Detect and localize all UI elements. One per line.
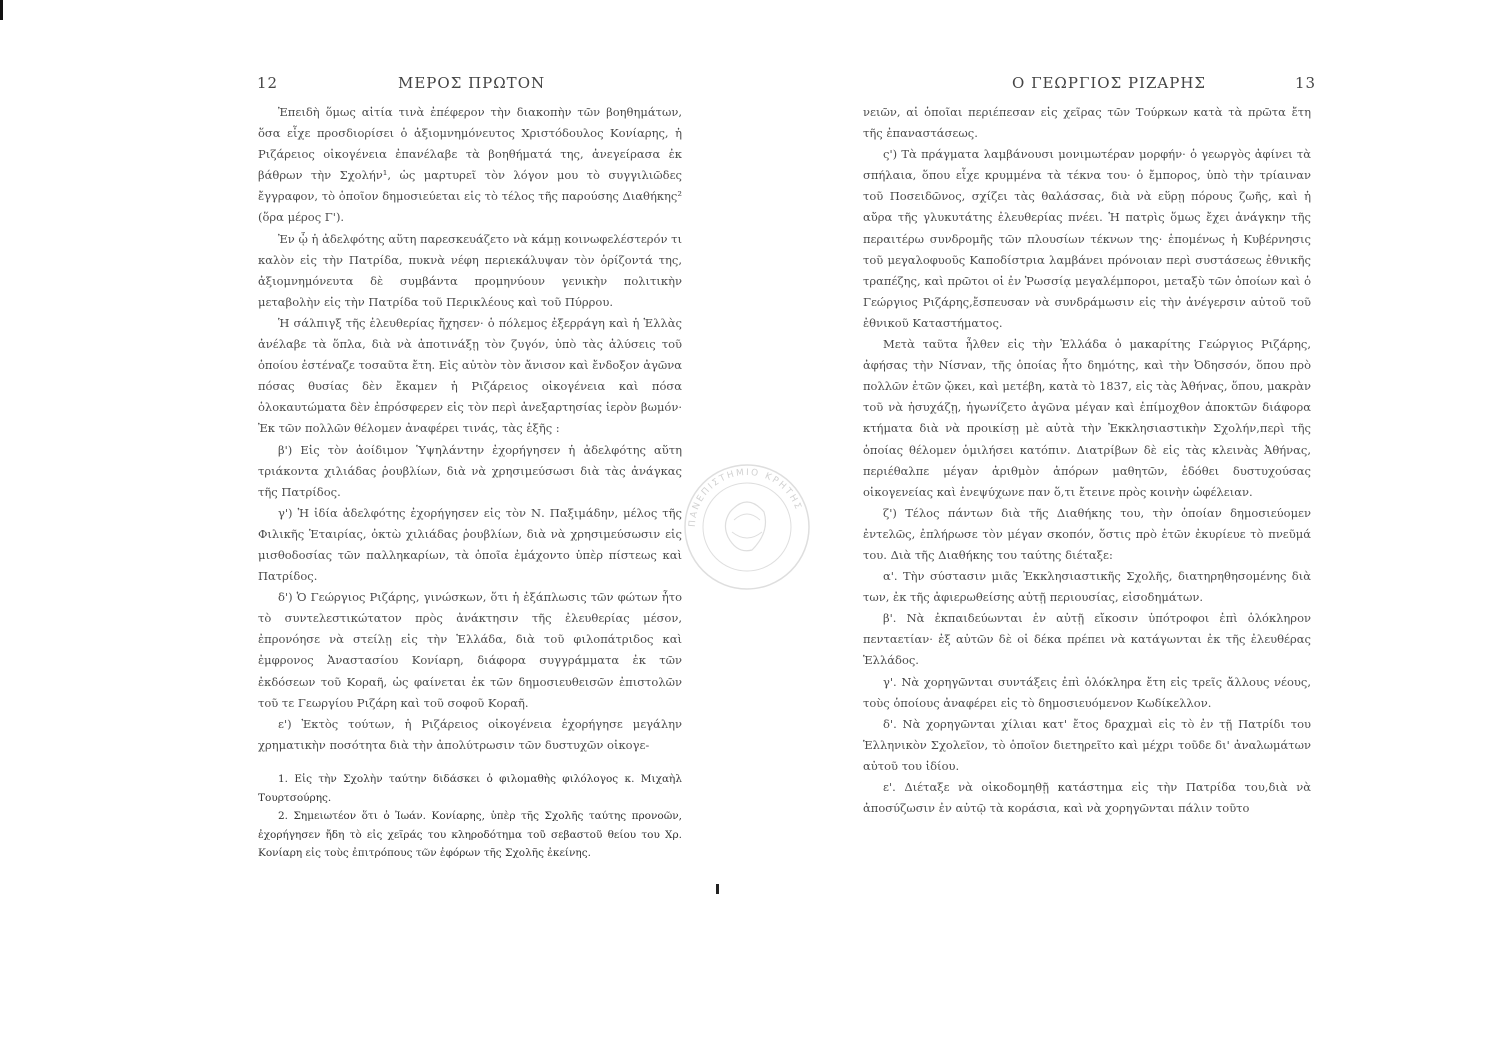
paragraph: β') Εἰς τὸν ἀοίδιμον Ὑψηλάντην ἐχορήγησεν ἡ ἀδελφότης αὕτη τριάκοντα χιλιάδας ῥουβλίων, διὰ νὰ χρησιμεύσωσι διὰ τὰς ἀνάγκας τῆς Πατρίδος. [258, 442, 682, 499]
stamp-caption: ΠΑΝΕΠΙΣΤΗΜΙΟ ΚΡΗΤΗΣ [687, 467, 804, 528]
left-body-text [258, 102, 682, 756]
paragraph: ε'. Διέταξε νὰ οἰκοδομηθῇ κατάστημα εἰς τὴν Πατρίδα του,διὰ νὰ ἀποσύζωσιν ἐν αὐτῷ τὰ κοράσια, καὶ νὰ χορηγῶνται πάλιν τοῦτο [863, 780, 1311, 816]
paragraph: Ἐν ᾧ ἡ ἀδελφότης αὕτη παρεσκευάζετο νὰ κάμῃ κοινωφελέστερόν τι καλὸν εἰς τὴν Πατρίδα, πυκνὰ νέφη περιεκάλυψαν τὸν ὁρίζοντά της, ἀξιομνημόνευτα δὲ συμβάντα προμηνύουν γενικὴν πολιτικὴν μεταβολὴν εἰς τὴν Πατρίδα τοῦ Περικλέους καὶ τοῦ Πύρρου. [258, 231, 682, 309]
right-running-head: Ο ΓΕΩΡΓΙΟΣ ΡΙΖΑΡΗΣ [1012, 74, 1207, 92]
left-running-head: ΜΕΡΟΣ ΠΡΩΤΟΝ [398, 74, 546, 92]
footnote: 1. Εἰς τὴν Σχολὴν ταύτην διδάσκει ὁ φιλομαθὴς φιλόλογος κ. Μιχαὴλ Τουρτσούρης. [258, 773, 682, 804]
right-page-number: 13 [1295, 74, 1317, 92]
paragraph: Μετὰ ταῦτα ἦλθεν εἰς τὴν Ἑλλάδα ὁ μακαρίτης Γεώργιος Ριζάρης, ἀφήσας τὴν Νίσναν, τῆς ὁποίας ἦτο δημότης, καὶ τὴν Ὀδησσόν, ὅπου πρὸ πολλῶν ἐτῶν ᾤκει, καὶ μετέβη, κατὰ τὸ 1837, εἰς τὰς Ἀθήνας, ὅπου, μακρὰν τοῦ νὰ ἡσυχάζῃ, ἠγωνίζετο ἀγῶνα μέγαν καὶ ἐπίμοχθον ἀποκτῶν διάφορα κτήματα διὰ νὰ προικίσῃ μὲ αὐτὰ τὴν Ἐκκλησιαστικὴν Σχολήν,περὶ τῆς ὁποίας θέλομεν ὁμιλήσει κατόπιν. Διατρίβων δὲ εἰς τὰς κλεινὰς Ἀθήνας, περιέθαλπε μέγαν ἀριθμὸν ἀπόρων μαθητῶν, ἐδόθει δυστυχούσας οἰκογενείας καὶ ἐνεψύχωνε παν ὅ,τι ἔτεινε πρὸς κοινὴν ὠφέλειαν. [863, 337, 1311, 499]
footnote: 2. Σημειωτέον ὅτι ὁ Ἰωάν. Κονίαρης, ὑπὲρ τῆς Σχολῆς ταύτης προνοῶν, ἐχορήγησεν ἤδη τὸ εἰς χεῖράς του κληροδότημα τοῦ σεβαστοῦ θείου του Χρ. Κονίαρη εἰς τοὺς ἐπιτρόπους τῶν ἐφόρων τῆς Σχολῆς ἐκείνης. [258, 810, 682, 859]
left-footnotes [258, 770, 682, 863]
paragraph: α'. Τὴν σύστασιν μιᾶς Ἐκκλησιαστικῆς Σχολῆς, διατηρηθησομένης διὰ των, ἐκ τῆς ἀφιερωθείσης αὐτῇ περιουσίας, εἰσοδημάτων. [863, 569, 1311, 605]
paragraph: β'. Νὰ ἐκπαιδεύωνται ἐν αὐτῇ εἴκοσιν ὑπότροφοι ἐπὶ ὁλόκληρον πενταετίαν· ἐξ αὐτῶν δὲ οἱ δέκα πρέπει νὰ κατάγωνται ἐκ τῆς ἐλευθέρας Ἑλλάδος. [863, 611, 1311, 668]
paragraph: δ'. Νὰ χορηγῶνται χίλιαι κατ' ἔτος δραχμαὶ εἰς τὸ ἐν τῇ Πατρίδι του Ἑλληνικὸν Σχολεῖον, τὸ ὁποῖον διετηρεῖτο καὶ μέχρι τοῦδε δι' ἀναλωμάτων αὐτοῦ του ἰδίου. [863, 716, 1311, 773]
paragraph: ζ') Τέλος πάντων διὰ τῆς Διαθήκης του, τὴν ὁποίαν δημοσιεύομεν ἐντελῶς, ἐπλήρωσε τὸν μέγαν σκοπόν, ὅστις πρὸ ἐτῶν ἐκυρίευε τὸ πνεῦμά του. Διὰ τῆς Διαθήκης του ταύτης διέταξε: [863, 505, 1311, 562]
left-page-number: 12 [257, 74, 279, 92]
gutter-mark [716, 884, 719, 894]
paragraph: Ἡ σάλπιγξ τῆς ἐλευθερίας ἤχησεν· ὁ πόλεμος ἐξερράγη καὶ ἡ Ἑλλὰς ἀνέλαβε τὰ ὅπλα, διὰ νὰ ἀποτινάξῃ τὸν ζυγόν, ὑπὸ τὰς ἀλύσεις τοῦ ὁποίου ἐστέναζε τοσαῦτα ἔτη. Εἰς αὐτὸν τὸν ἄνισον καὶ ἔνδοξον ἀγῶνα πόσας θυσίας δὲν ἔκαμεν ἡ Ριζάρειος οἰκογένεια καὶ πόσα ὁλοκαυτώματα δὲν ἐπρόσφερεν εἰς τὸν περὶ ἀνεξαρτησίας ἱερὸν βωμόν· Ἐκ τῶν πολλῶν θέλομεν ἀναφέρει τινάς, τὰς ἑξῆς : [258, 315, 682, 436]
right-body-text [863, 102, 1311, 819]
paragraph: ς') Τὰ πράγματα λαμβάνουσι μονιμωτέραν μορφήν· ὁ γεωργὸς ἀφίνει τὰ σπήλαια, ὅπου εἶχε κρυμμένα τὰ τέκνα του· ὁ ἔμπορος, ὑπὸ τὴν τρίαιναν τοῦ Ποσειδῶνος, σχίζει τὰς θαλάσσας, διὰ νὰ εὕρῃ πόρους ζωῆς, καὶ ἡ αὔρα τῆς γλυκυτάτης ἐλευθερίας πνέει. Ἡ πατρὶς ὅμως ἔχει ἀνάγκην τῆς περαιτέρω συνδρομῆς τῶν πλουσίων τέκνων της· ἑπομένως ἡ Κυβέρνησις τοῦ μεγαλοφυοῦς Καποδίστρια λαμβάνει πρόνοιαν περὶ συστάσεως ἐθνικῆς τραπέζης, καὶ πρῶτοι οἱ ἐν Ῥωσσίᾳ μεγαλέμποροι, μεταξὺ τῶν ὁποίων καὶ ὁ Γεώργιος Ριζάρης,ἔσπευσαν νὰ συνδράμωσιν εἰς τὴν ἀνέγερσιν αὐτοῦ τοῦ ἐθνικοῦ Καταστήματος. [863, 147, 1311, 330]
paragraph: ε') Ἐκτὸς τούτων, ἡ Ριζάρειος οἰκογένεια ἐχορήγησε μεγάλην χρηματικὴν ποσότητα διὰ τὴν ἀπολύτρωσιν τῶν δυστυχῶν οἰκογε- [258, 716, 682, 752]
paragraph: δ') Ὁ Γεώργιος Ριζάρης, γινώσκων, ὅτι ἡ ἐξάπλωσις τῶν φώτων ἦτο τὸ συντελεστικώτατον πρὸς ἀνάκτησιν τῆς ἐλευθερίας μέσον, ἐπρονόησε νὰ στείλῃ εἰς τὴν Ἑλλάδα, διὰ τοῦ φιλοπάτριδος καὶ ἐμφρονος Ἀναστασίου Κονίαρη, διάφορα συγγράμματα ἐκ τῶν ἐκδόσεων τοῦ Κοραῆ, ὡς φαίνεται ἐκ τῶν δημοσιευθεισῶν ἐπιστολῶν τοῦ τε Γεωργίου Ριζάρη καὶ τοῦ σοφοῦ Κοραῆ. [258, 590, 682, 710]
paragraph: Ἐπειδὴ ὅμως αἰτία τινὰ ἐπέφερον τὴν διακοπὴν τῶν βοηθημάτων, ὅσα εἶχε προσδιορίσει ὁ ἀξιομνημόνευτος Χριστόδουλος Κονίαρης, ἡ Ριζάρειος οἰκογένεια ἐπανέλαβε τὰ βοηθήματά της, ἀνεγείρασα ἐκ βάθρων τὴν Σχολήν¹, ὡς μαρτυρεῖ τὸν λόγον μου τὸ συγγιλιῶδες ἔγγραφον, τὸ ὁποῖον δημοσιεύεται εἰς τὸ τέλος τῆς παρούσης Διαθήκης² (ὅρα μέρος Γ'). [258, 105, 682, 225]
paragraph: γ') Ἡ ἰδία ἀδελφότης ἐχορήγησεν εἰς τὸν Ν. Παξιμάδην, μέλος τῆς Φιλικῆς Ἑταιρίας, ὀκτὼ χιλιάδας ῥουβλίων, διὰ νὰ χρησιμεύσωσιν εἰς μισθοδοσίας τῶν παλληκαρίων, τὰ ὁποῖα ἐμάχοντο ὑπὲρ πίστεως καὶ Πατρίδος. [258, 505, 682, 584]
paragraph: γ'. Νὰ χορηγῶνται συντάξεις ἐπὶ ὁλόκληρα ἔτη εἰς τρεῖς ἄλλους νέους, τοὺς ὁποίους ἀναφέρει εἰς τὸ δημοσιευόμενον Κωδίκελλον. [863, 674, 1311, 710]
right-page [750, 0, 1500, 1052]
paragraph: νειῶν, αἱ ὁποῖαι περιέπεσαν εἰς χεῖρας τῶν Τούρκων κατὰ τὰ πρῶτα ἔτη τῆς ἐπαναστάσεως. [863, 105, 1311, 141]
